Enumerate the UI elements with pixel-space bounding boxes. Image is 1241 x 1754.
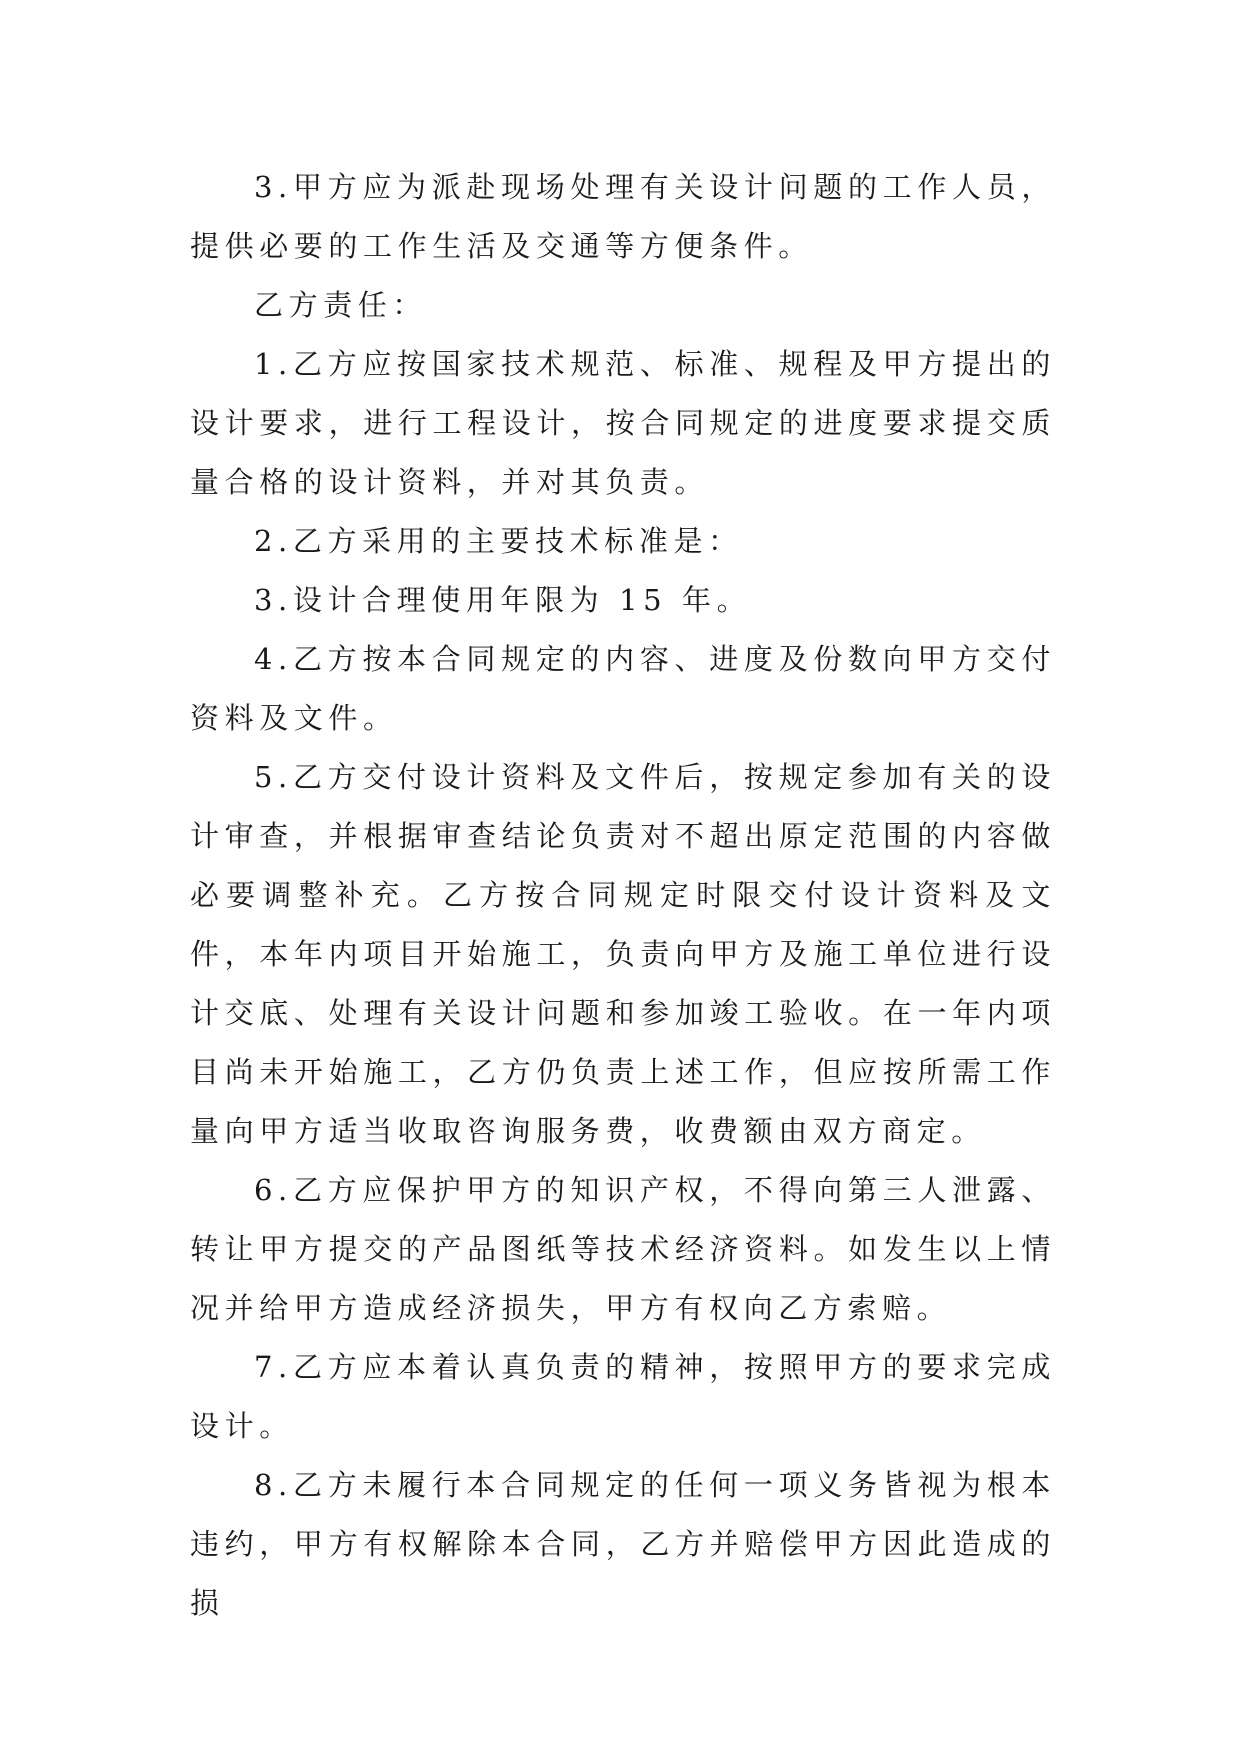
paragraph-party-b-clause-5: 5.乙方交付设计资料及文件后，按规定参加有关的设计审查，并根据审查结论负责对不超出原定范围的内容做必要调整补充。乙方按合同规定时限交付设计资料及文件，本年内项目开始施工，负责向甲方及施工单位进行设计交底、处理有关设计问题和参加竣工验收。在一年内项目尚未开始施工，乙方仍负责上述工作，但应按所需工作量向甲方适当收取咨询服务费，收费额由双方商定。 (190, 760, 1056, 1148)
paragraph-party-b-clause-8: 8.乙方未履行本合同规定的任何一项义务皆视为根本违约，甲方有权解除本合同，乙方并赔偿甲方因此造成的损 (190, 1468, 1056, 1620)
paragraph-party-b-clause-1: 1.乙方应按国家技术规范、标准、规程及甲方提出的设计要求，进行工程设计，按合同规定的进度要求提交质量合格的设计资料，并对其负责。 (190, 347, 1056, 499)
paragraph-party-a-clause-3: 3.甲方应为派赴现场处理有关设计问题的工作人员，提供必要的工作生活及交通等方便条件。 (190, 170, 1056, 263)
paragraph-party-b-clause-2: 2.乙方采用的主要技术标准是： (254, 524, 743, 558)
document-body (190, 158, 1056, 1633)
paragraph-party-b-clause-7: 7.乙方应本着认真负责的精神，按照甲方的要求完成设计。 (190, 1350, 1056, 1443)
paragraph-party-b-clause-4: 4.乙方按本合同规定的内容、进度及份数向甲方交付资料及文件。 (190, 642, 1056, 735)
paragraph-party-b-clause-3: 3.设计合理使用年限为 15 年。 (254, 583, 752, 617)
paragraph-party-b-clause-6: 6.乙方应保护甲方的知识产权，不得向第三人泄露、转让甲方提交的产品图纸等技术经济资料。如发生以上情况并给甲方造成经济损失，甲方有权向乙方索赔。 (190, 1173, 1056, 1325)
heading-party-b-responsibilities: 乙方责任： (254, 288, 428, 322)
